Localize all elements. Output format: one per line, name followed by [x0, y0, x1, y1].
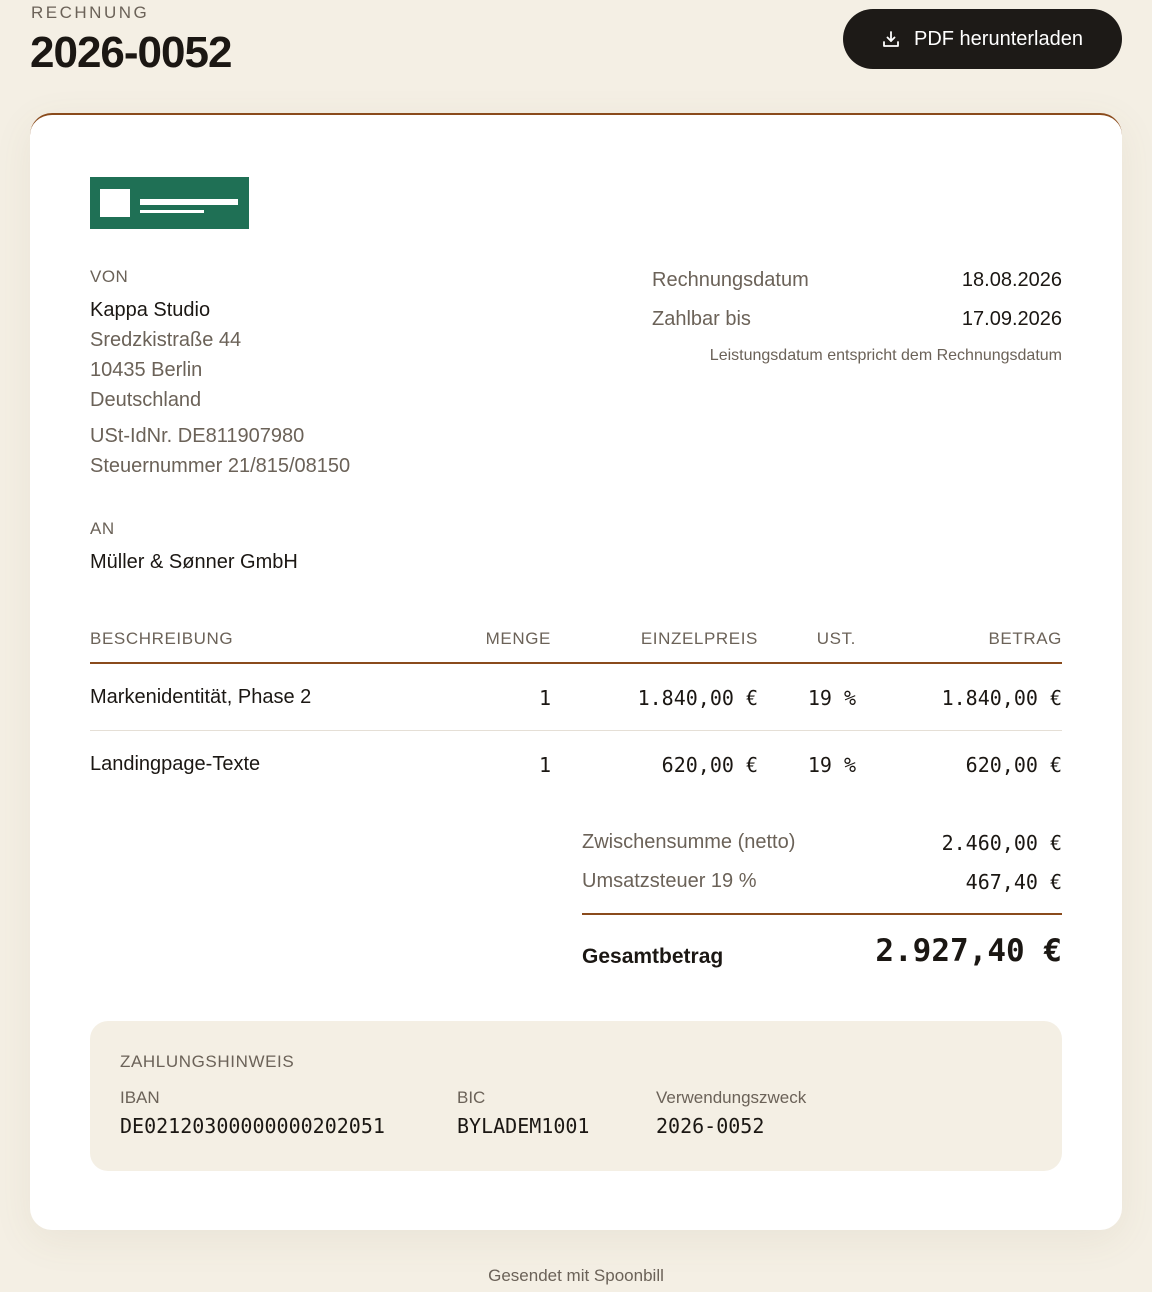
service-date-note: Leistungsdatum entspricht dem Rechnungsdatum — [709, 347, 1062, 364]
total-label: Gesamtbetrag — [582, 945, 724, 968]
row-1-amount: 1.840,00 € — [941, 686, 1062, 710]
vat-value: 467,40 € — [965, 870, 1062, 894]
row-2-unit-price: 620,00 € — [661, 753, 758, 777]
subtotal-value: 2.460,00 € — [941, 831, 1062, 855]
download-pdf-label: PDF herunterladen — [914, 27, 1083, 50]
row-2-description: Landingpage-Texte — [90, 753, 261, 775]
due-date-row — [652, 308, 1062, 331]
row-1-quantity: 1 — [538, 686, 551, 710]
sender-street: Sredzkistraße 44 — [90, 329, 242, 351]
invoice-card — [30, 113, 1122, 1230]
page-label: RECHNUNG — [31, 3, 150, 22]
col-amount-header: BETRAG — [988, 629, 1062, 648]
due-date-value: 17.09.2026 — [961, 308, 1062, 330]
invoice-date-value: 18.08.2026 — [961, 269, 1062, 291]
row-2-amount: 620,00 € — [965, 753, 1062, 777]
company-logo — [90, 177, 249, 229]
table-header-divider — [90, 662, 1062, 664]
row-1-description: Markenidentität, Phase 2 — [90, 686, 312, 708]
invoice-date-label: Rechnungsdatum — [652, 269, 809, 291]
col-vat-header: UST. — [816, 629, 856, 648]
download-icon — [882, 30, 900, 48]
reference-value: 2026-0052 — [656, 1114, 765, 1138]
col-quantity-header: MENGE — [485, 629, 551, 648]
row-2-quantity: 1 — [538, 753, 551, 777]
reference-label: Verwendungszweck — [656, 1088, 807, 1107]
row-1-unit-price: 1.840,00 € — [637, 686, 758, 710]
iban-label: IBAN — [120, 1088, 160, 1107]
row-divider — [90, 730, 1062, 731]
to-label: AN — [90, 519, 115, 538]
bic-label: BIC — [457, 1088, 486, 1107]
row-1-vat: 19 % — [807, 686, 856, 710]
sender-vat-id: USt-IdNr. DE811907980 — [90, 425, 305, 447]
payment-info-box — [90, 1021, 1062, 1171]
iban-value: DE02120300000000202051 — [120, 1114, 385, 1138]
invoice-number: 2026-0052 — [30, 28, 232, 77]
vat-label: Umsatzsteuer 19 % — [582, 870, 757, 892]
sender-tax-number: Steuernummer 21/815/08150 — [90, 455, 351, 477]
due-date-label: Zahlbar bis — [652, 308, 751, 330]
payment-title: ZAHLUNGSHINWEIS — [120, 1052, 295, 1071]
footer-text: Gesendet mit Spoonbill — [488, 1266, 664, 1285]
total-value: 2.927,40 € — [875, 933, 1062, 969]
recipient-name: Müller & Sønner GmbH — [90, 551, 298, 573]
download-pdf-button[interactable] — [843, 9, 1122, 69]
row-2-vat: 19 % — [807, 753, 856, 777]
col-description-header: BESCHREIBUNG — [90, 629, 234, 648]
from-label: VON — [90, 267, 129, 286]
subtotal-label: Zwischensumme (netto) — [582, 831, 796, 853]
totals-divider — [582, 913, 1062, 915]
sender-name: Kappa Studio — [90, 299, 211, 321]
col-unit-price-header: EINZELPREIS — [640, 629, 758, 648]
sender-country: Deutschland — [90, 389, 202, 411]
sender-city: 10435 Berlin — [90, 359, 203, 381]
invoice-date-row — [652, 269, 1062, 292]
bic-value: BYLADEM1001 — [457, 1114, 590, 1138]
